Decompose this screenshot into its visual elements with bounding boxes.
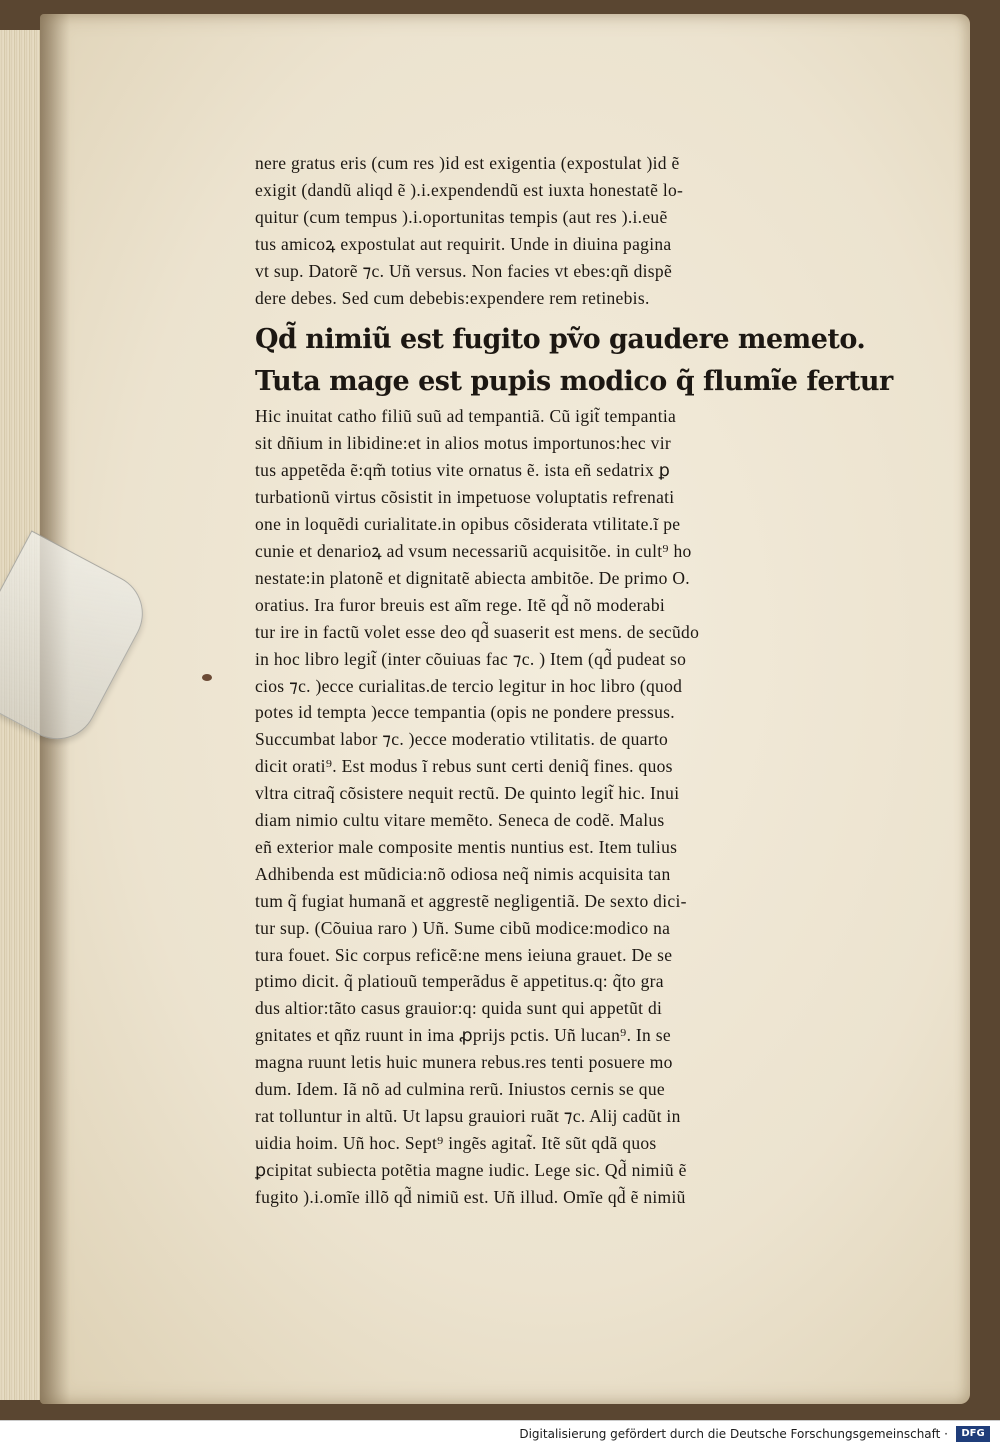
text-line: diam nimio cultu vitare memẽto. Seneca de codẽ. Malus <box>255 810 665 831</box>
text-line: dere debes. Sed cum debebis:expendere rem retinebis. <box>255 287 650 308</box>
text-line: tur sup. (Cõuiua raro ) Uñ. Sume cibũ modice:modico na <box>255 917 671 938</box>
text-line: tura fouet. Sic corpus reficẽ:ne mens ieiuna grauet. De se <box>255 944 673 965</box>
text-line: gnitates et qñz ruunt in ima ꝓprijs pctis. Uñ lucan⁹. In se <box>255 1025 671 1046</box>
text-line: tur ire in factũ volet esse deo qd̃ suaserit est mens. de secũdo <box>255 621 700 642</box>
text-line: magna ruunt letis huic munera rebus.res tenti posuere mo <box>255 1052 673 1073</box>
text-line: Hic inuitat catho filiũ suũ ad tempantiã. Cũ igit̃ tempantia <box>255 406 677 427</box>
ink-speck <box>202 674 212 681</box>
verse-heading-1: Qd̃ nimiũ est fugito pṽo gaudere memeto. <box>255 324 866 356</box>
text-line: Adhibenda est mũdicia:nõ odiosa neq̃ nimis acquisita tan <box>255 863 671 884</box>
text-line: vltra citraq̃ cõsistere nequit rectũ. De quinto legit̃ hic. Inui <box>255 783 680 804</box>
text-line: quitur (cum tempus ).i.oportunitas tempis (aut res ).i.euẽ <box>255 206 668 227</box>
text-line: eñ exterior male composite mentis nuntius est. Item tulius <box>255 836 678 857</box>
text-line: cunie et denarioꝝ ad vsum necessariũ acquisitõe. in cult⁹ ho <box>255 540 692 561</box>
text-line: Succumbat labor ⁊c. )ecce moderatio vtilitatis. de quarto <box>255 729 669 750</box>
text-line: exigit (dandũ aliqd ẽ ).i.expendendũ est iuxta honestatẽ lo- <box>255 179 684 200</box>
incunable-text-block <box>255 150 893 1211</box>
text-line: uidia hoim. Uñ hoc. Sept⁹ ingẽs agitat̃. Itẽ sũt qdã quos <box>255 1132 657 1153</box>
text-line: turbationũ virtus cõsistit in impetuose voluptatis refrenati <box>255 487 675 508</box>
commentary-body <box>255 403 850 1210</box>
text-line: tum q̃ fugiat humanã et aggrestẽ negligentiã. De sexto dici- <box>255 890 687 911</box>
text-line: fugito ).i.omĩe illõ qd̃ nimiũ est. Uñ illud. Omĩe qd̃ ẽ nimiũ <box>255 1186 686 1207</box>
text-line: sit dñium in libidine:et in alios motus importunos:hec vir <box>255 433 671 454</box>
text-line: dicit orati⁹. Est modus ĩ rebus sunt certi deniq̃ fines. quos <box>255 756 673 777</box>
verse-heading-2: Tuta mage est pupis modico q̃ flumĩe fertur <box>255 366 893 398</box>
digitization-footer <box>0 1420 1000 1447</box>
text-line: dum. Idem. Iã nõ ad culmina rerũ. Iniustos cernis se que <box>255 1079 665 1100</box>
text-line: nere gratus eris (cum res )id est exigentia (expostulat )id ẽ <box>255 153 680 173</box>
text-line: tus appetẽda ẽ:qm̃ totius vite ornatus ẽ. ista eñ sedatrix ꝑ <box>255 460 671 481</box>
text-line: tus amicoꝝ expostulat aut requirit. Unde in diuina pagina <box>255 233 672 254</box>
text-line: one in loquẽdi curialitate.in opibus cõsiderata vtilitate.ĩ pe <box>255 514 681 535</box>
text-line: potes id tempta )ecce tempantia (opis ne pondere pressus. <box>255 702 675 723</box>
text-line: dus altior:tãto casus grauior:q: quida sunt qui appetũt di <box>255 998 663 1019</box>
text-line: vt sup. Datorẽ ⁊c. Uñ versus. Non facies vt ebes:qñ dispẽ <box>255 260 673 281</box>
text-line: rat tolluntur in altũ. Ut lapsu grauiori ruãt ⁊c. Alij cadũt in <box>255 1106 681 1126</box>
text-line: cios ⁊c. )ecce curialitas.de tercio legitur in hoc libro (quod <box>255 675 683 696</box>
text-line: in hoc libro legit̃ (inter cõuiuas fac ⁊c. ) Item (qd̃ pudeat so <box>255 648 687 669</box>
text-line: oratius. Ira furor breuis est aĩm rege. Itẽ qd̃ nõ moderabi <box>255 594 666 615</box>
text-line: nestate:in platonẽ et dignitatẽ abiecta ambitõe. De primo O. <box>255 567 690 588</box>
commentary-top <box>255 150 850 311</box>
text-line: ptimo dicit. q̃ platiouũ temperãdus ẽ appetitus.q: q̃to gra <box>255 971 664 992</box>
text-line: ꝑcipitat subiecta potẽtia magne iudic. Lege sic. Qd̃ nimiũ ẽ <box>255 1159 687 1180</box>
dfg-credit-text: Digitalisierung gefördert durch die Deutsche Forschungsgemeinschaft · <box>519 1427 948 1441</box>
dfg-logo[interactable]: DFG <box>956 1426 990 1442</box>
